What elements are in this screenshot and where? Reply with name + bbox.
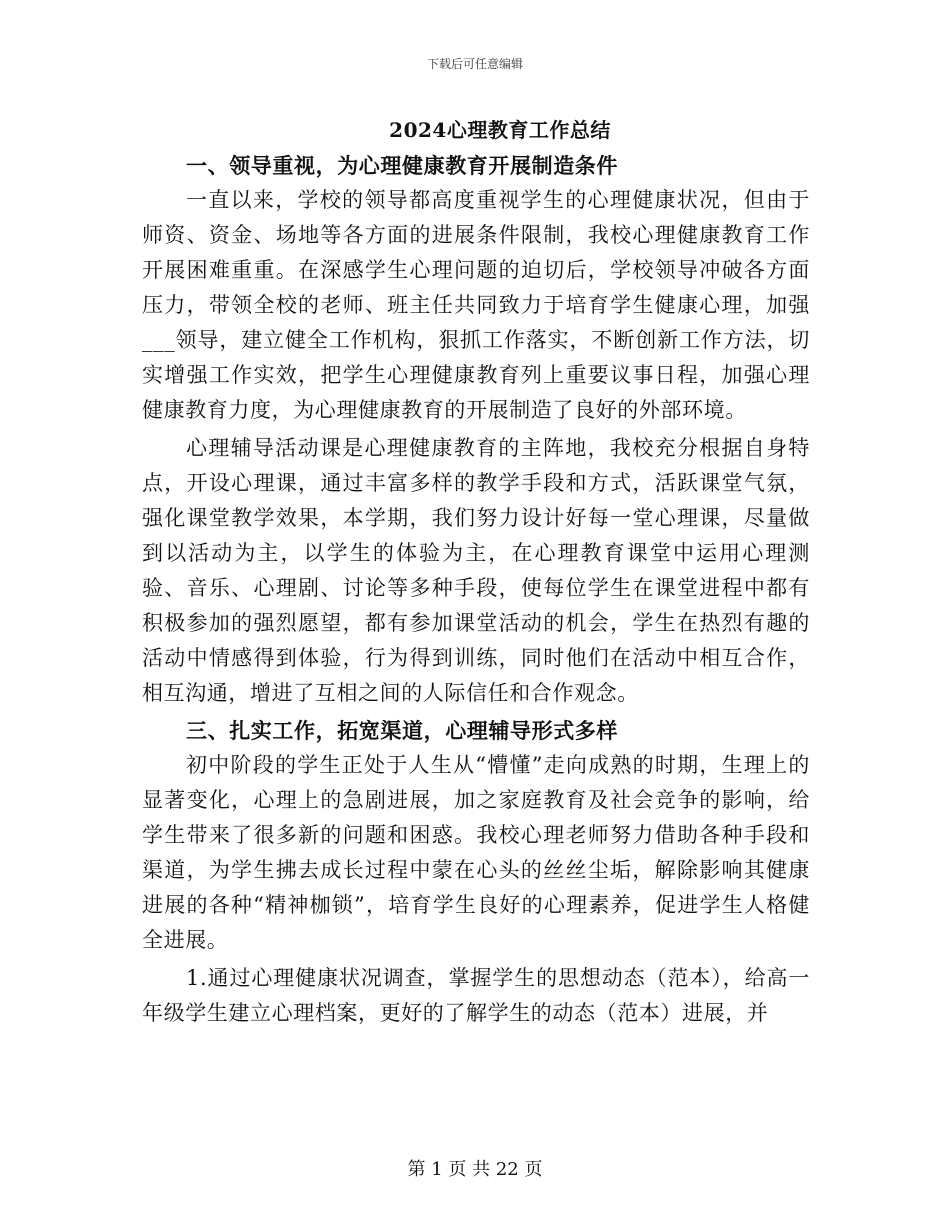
paragraph-1: 一直以来，学校的领导都高度重视学生的心理健康状况，但由于师资、资金、场地等各方面的进展条件限制，我校心理健康教育工作开展困难重重。在深感学生心理问题的迫切后，学校领导冲破各方面压力，带领全校的老师、班主任共同致力于培育学生健康心理，加强___领导，建立健全工作机构，狠抓工作落实，不断创新工作方法，切实增强工作实效，把学生心理健康教育列上重要议事日程，加强心理健康教育力度，为心理健康教育的开展制造了良好的外部环境。 (142, 188, 810, 422)
paragraph-3: 初中阶段的学生正处于人生从“懵懂”走向成熟的时期，生理上的显著变化，心理上的急剧进展，加之家庭教育及社会竞争的影响，给学生带来了很多新的问题和困惑。我校心理老师努力借助各种手段和渠道，为学生拂去成长过程中蒙在心头的丝丝尘垢，解除影响其健康进展的各种“精神枷锁”，培育学生良好的心理素养，促进学生人格健全进展。 (142, 753, 810, 952)
page-footer: 第 1 页 共 22 页 (407, 1159, 543, 1180)
section-heading-1: 一、领导重视，为心理健康教育开展制造条件 (186, 153, 618, 178)
document-title: 2024心理教育工作总结 (389, 118, 611, 142)
paragraph-4: 1.通过心理健康状况调查，掌握学生的思想动态（范本），给高一年级学生建立心理档案，更好的了解学生的动态（范本）进展，并 (142, 966, 810, 1025)
header-note: 下载后可任意编辑 (426, 57, 523, 71)
section-heading-3: 三、扎实工作，拓宽渠道，心理辅导形式多样 (186, 718, 618, 743)
document-body (142, 148, 810, 1031)
paragraph-2: 心理辅导活动课是心理健康教育的主阵地，我校充分根据自身特点，开设心理课，通过丰富多样的教学手段和方式，活跃课堂气氛，强化课堂教学效果，本学期，我们努力设计好每一堂心理课，尽量做到以活动为主，以学生的体验为主，在心理教育课堂中运用心理测验、音乐、心理剧、讨论等多种手段，使每位学生在课堂进程中都有积极参加的强烈愿望，都有参加课堂活动的机会，学生在热烈有趣的活动中情感得到体验，行为得到训练，同时他们在活动中相互合作，相互沟通，增进了互相之间的人际信任和合作观念。 (142, 436, 810, 705)
